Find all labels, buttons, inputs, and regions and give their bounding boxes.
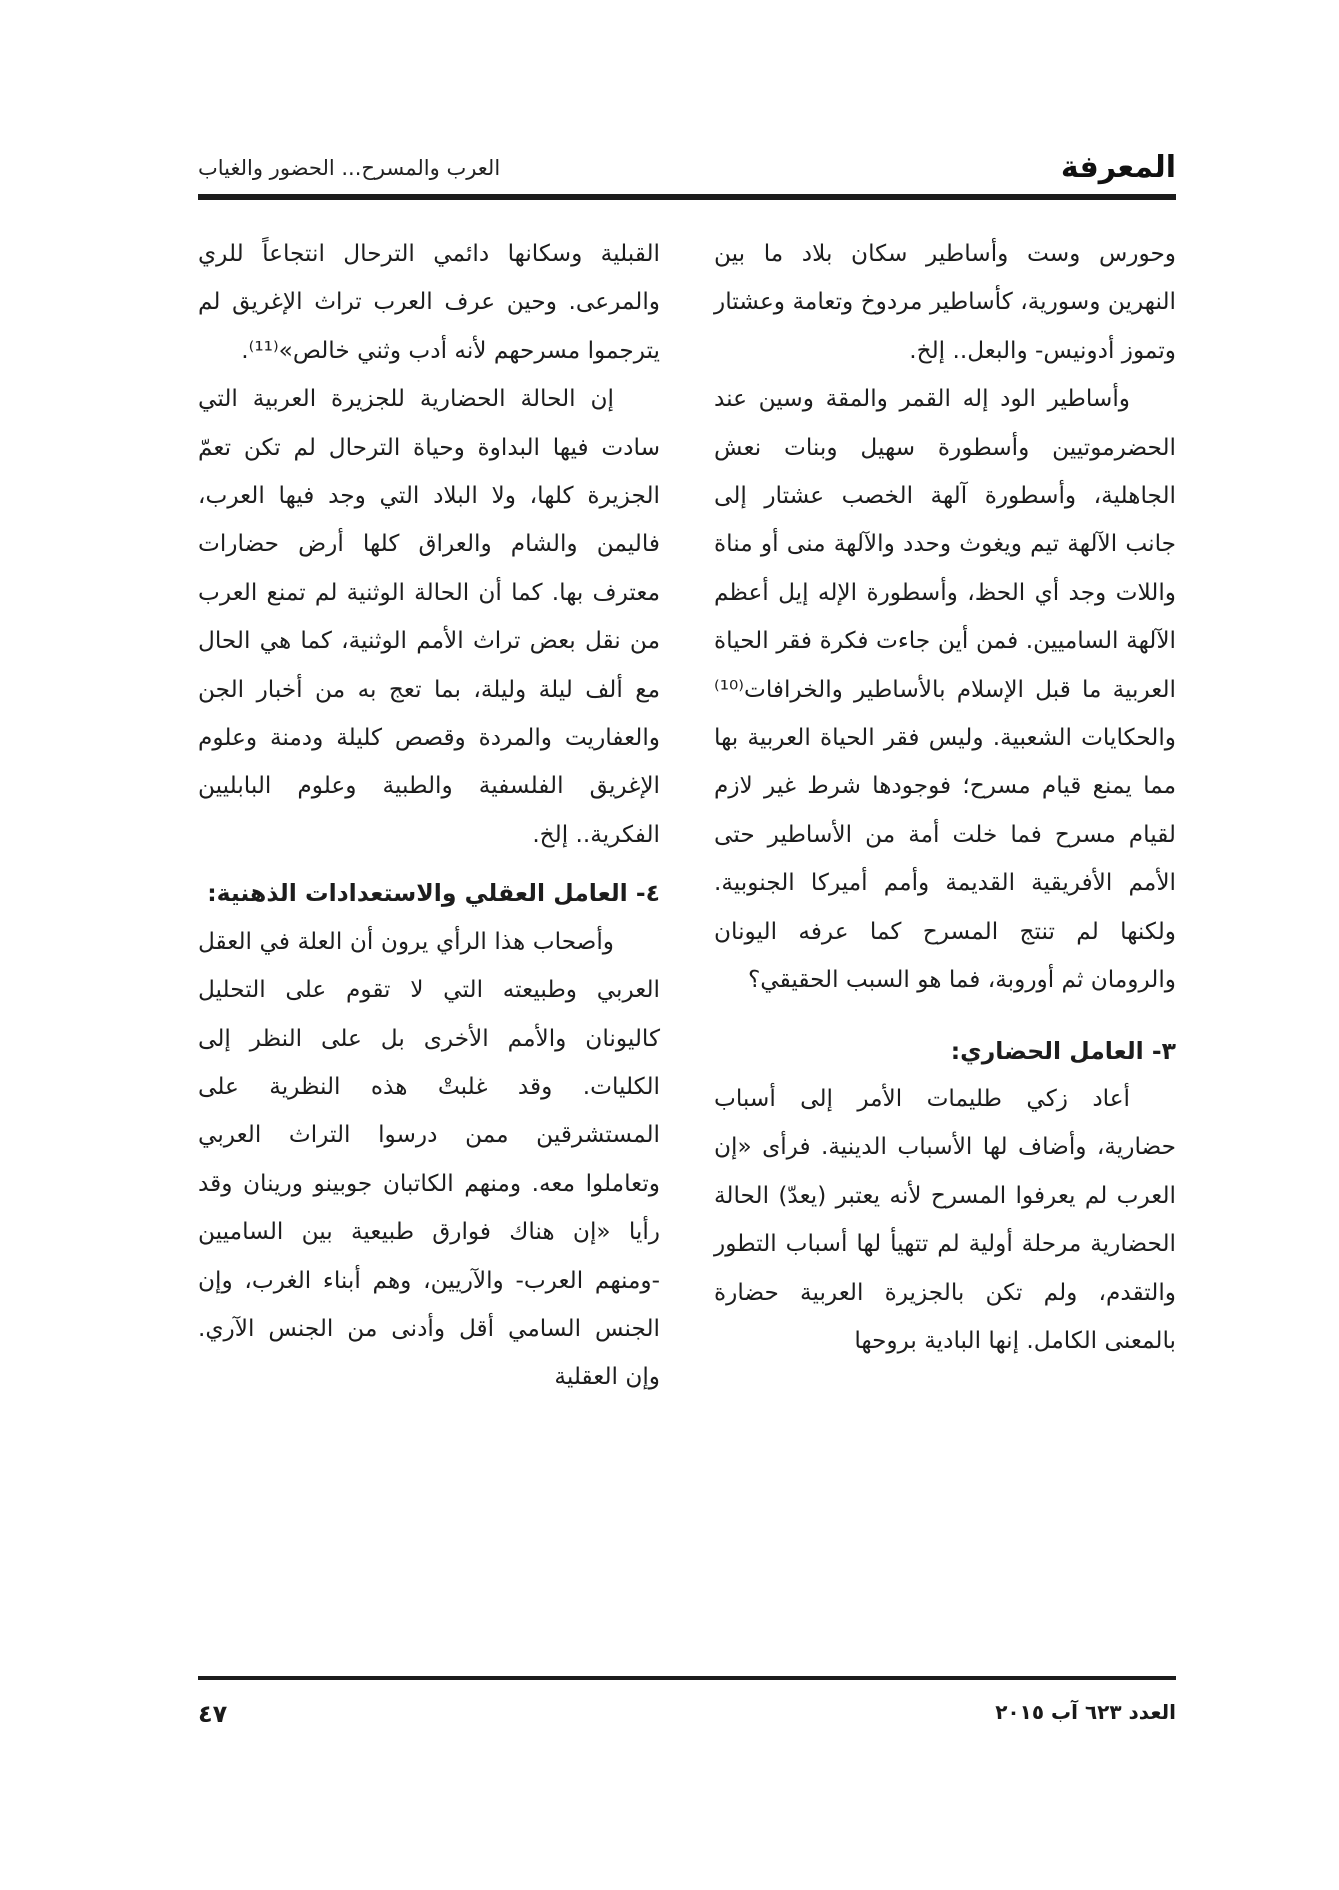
page-number: ٤٧	[198, 1700, 228, 1728]
right-column	[714, 230, 1176, 1365]
paragraph: وأصحاب هذا الرأي يرون أن العلة في العقل العربي وطبيعته التي لا تقوم على التحليل كاليونان والأمم الأخرى بل على النظر إلى الكليات. وقد غلبتْ هذه النظرية على المستشرقين ممن درسوا التراث العربي وتعاملوا معه. ومنهم الكاتبان جوبينو ورينان وقد رأيا «إن هناك فوارق طبيعية بين الساميين -ومنهم العرب- والآريين، وهم أبناء الغرب، وإن الجنس السامي أقل وأدنى من الجنس الآري. وإن العقلية	[198, 927, 660, 1391]
paragraph: وأساطير الود إله القمر والمقة وسين عند الحضرموتيين وأسطورة سهيل وبنات نعش الجاهلية، وأسطورة آلهة الخصب عشتار إلى جانب الآلهة تيم ويغوث وحدد والآلهة منى أو مناة واللات وجد أي الحظ، وأسطورة الإله إيل أعظم الآلهة الساميين. فمن أين جاءت فكرة فقر الحياة العربية ما قبل الإسلام بالأساطير والخرافات⁽¹⁰⁾ والحكايات الشعبية. وليس فقر الحياة العربية بها مما يمنع قيام مسرح؛ فوجودها شرط غير لازم لقيام مسرح فما خلت أمة من الأساطير حتى الأمم الأفريقية القديمة وأمم أميركا الجنوبية. ولكنها لم تنتج المسرح كما عرفه اليونان والرومان ثم أوروبة، فما هو السبب الحقيقي؟	[714, 385, 1176, 994]
page-header	[198, 150, 1176, 190]
section-heading: ٤- العامل العقلي والاستعدادات الذهنية:	[207, 879, 660, 908]
left-column	[198, 230, 660, 1402]
paragraph: أعاد زكي طليمات الأمر إلى أسباب حضارية، وأضاف لها الأسباب الدينية. فرأى «إن العرب لم يعرفوا المسرح لأنه يعتبر (يعدّ) الحالة الحضارية مرحلة أولية لم تتهيأ لها أسباب التطور والتقدم، ولم تكن بالجزيرة العربية حضارة بالمعنى الكامل. إنها البادية بروحها	[714, 1084, 1176, 1354]
paragraph: إن الحالة الحضارية للجزيرة العربية التي سادت فيها البداوة وحياة الترحال لم تكن تعمّ الجزيرة كلها، ولا البلاد التي وجد فيها العرب، فاليمن والشام والعراق كلها أرض حضارات معترف بها. كما أن الحالة الوثنية لم تمنع العرب من نقل بعض تراث الأمم الوثنية، كما هي الحال مع ألف ليلة وليلة، بما تعج به من أخبار الجن والعفاريت والمردة وقصص كليلة ودمنة وعلوم الإغريق الفلسفية والطبية وعلوم البابليين الفكرية.. إلخ.	[198, 385, 660, 848]
paragraph: وحورس وست وأساطير سكان بلاد ما بين النهرين وسورية، كأساطير مردوخ وتعامة وعشتار وتموز أدونيس- والبعل.. إلخ.	[714, 240, 1176, 364]
issue-info: العدد ٦٢٣ آب ٢٠١٥	[995, 1700, 1176, 1724]
footer-rule	[198, 1676, 1176, 1680]
running-title: العرب والمسرح... الحضور والغياب	[198, 156, 501, 180]
section-heading: ٣- العامل الحضاري:	[950, 1036, 1176, 1065]
magazine-logo: المعرفة	[1060, 150, 1176, 185]
paragraph: القبلية وسكانها دائمي الترحال انتجاعاً للري والمرعى. وحين عرف العرب تراث الإغريق لم يترجموا مسرحهم لأنه أدب وثني خالص»⁽¹¹⁾.	[198, 240, 660, 364]
header-rule	[198, 194, 1176, 200]
page-footer	[198, 1700, 1176, 1740]
